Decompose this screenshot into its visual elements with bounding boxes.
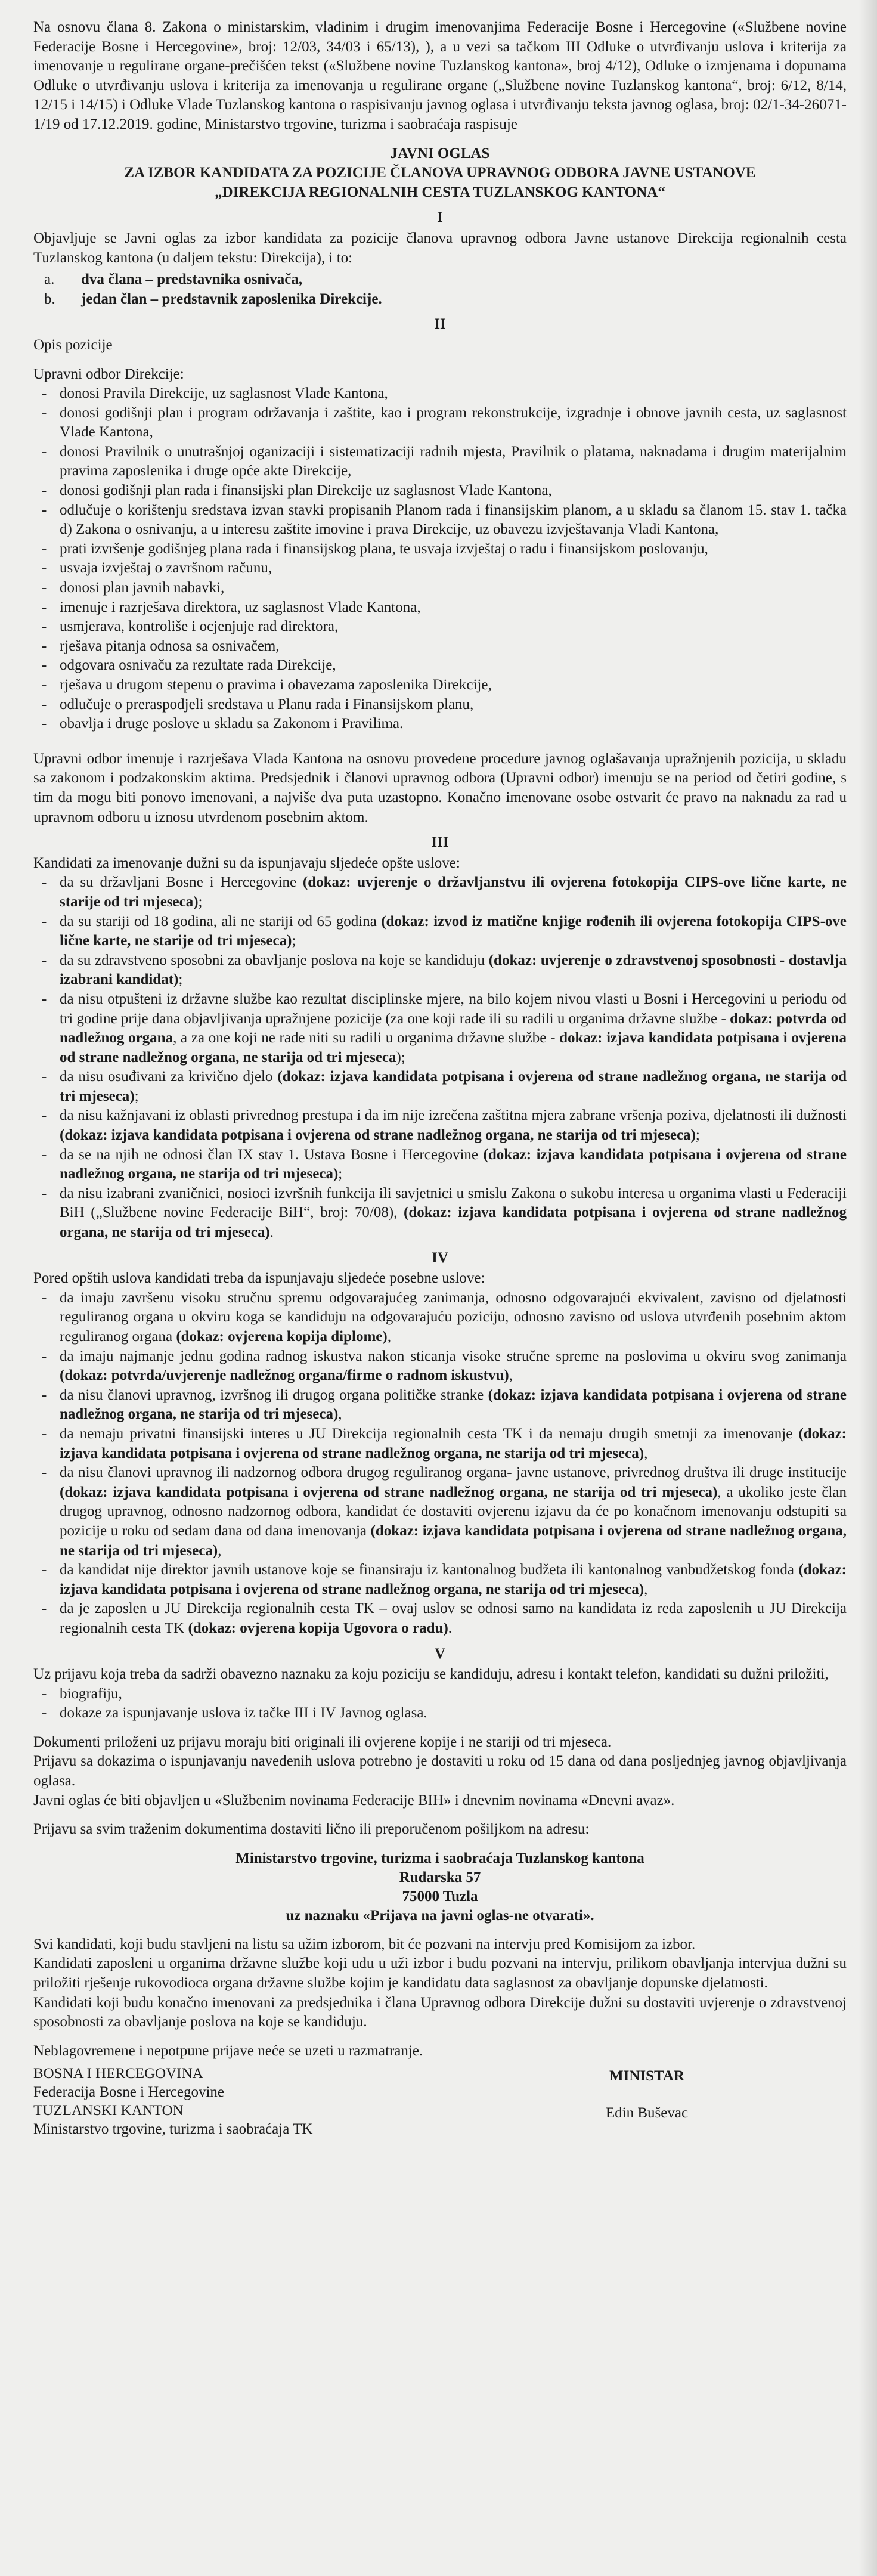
list-item: - dokaze za ispunjavanje uslova iz tačke III i IV Javnog oglasa.	[33, 1704, 847, 1723]
condition-item: - da imaju najmanje jednu godina radnog iskustva nakon sticanja visoke stručne spreme na poslovima u okviru svog zanimanja (dokaz: potvrda/uvjerenje nadležnog organa/firme o radnom iskustvu),	[33, 1347, 847, 1386]
list-item: - donosi godišnji plan rada i finansijski plan Direkcije uz saglasnost Vlade Kantona,	[33, 481, 847, 501]
public-notice	[33, 18, 847, 2160]
section-4-number: IV	[432, 1249, 448, 1266]
address-line: uz naznaku «Prijava na javni oglas-ne otvarati».	[286, 1907, 594, 1924]
condition-item: - da je zaposlen u JU Direkcija regionalnih cesta TK – ovaj uslov se odnosi samo na kandidata iz reda zaposlenih u JU Direkcija regionalnih cesta TK (dokaz: ovjerena kopija Ugovora o radu).	[33, 1599, 847, 1638]
submission-note: Prijavu sa svim traženim dokumentima dostaviti lično ili preporučenom pošiljkom na adresu:	[33, 1821, 590, 1838]
intro-paragraph: Na osnovu člana 8. Zakona o ministarskim, vladinim i drugim imenovanjima Federacije Bosne i Hercegovine («Službene novine Federacije Bosne i Hercegovine», broj: 12/03, 34/03 i 65/13), ), a u vezi sa tačkom III Odluke o utvrđivanju uslova i kriterija za imenovanje u regulirane organe-prečišćen tekst («Službene novine Tuzlanskog kantona», broj 4/12), Odluke o izmjenama i dopunama Odluke o utvrđivanju uslova i kriterija za imenovanja u regulirane organe („Službene novine Tuzlanskog kantona“, broj: 6/12, 8/14, 12/15 i 14/15) i Odluke Vlade Tuzlanskog kantona o raspisivanju javnog oglasa i utvrđivanju teksta javnog oglasa, broj: 02/1-34-26071-1/19 od 17.12.2019. godine, Ministarstvo trgovine, turizma i saobraćaja raspisuje	[33, 19, 847, 132]
section-5-list	[33, 1685, 847, 1723]
publication-note: Javni oglas će biti objavljen u «Službenim novinama Federacije BIH» i dnevnim novinama «Dnevni avaz».	[33, 1792, 675, 1809]
list-item: - usvaja izvještaj o završnom računu,	[33, 559, 847, 578]
list-item: a. dva člana – predstavnika osnivača,	[44, 271, 303, 288]
scan-edge	[859, 0, 877, 2576]
list-item: - odlučuje o preraspodjeli sredstava u Planu rada i Finansijskom planu,	[33, 695, 847, 715]
section-2-closing: Upravni odbor imenuje i razrješava Vlada Kantona na osnovu provedene procedure javnog oglašavanja upražnjenih pozicija, u skladu sa zakonom i podzakonskim aktima. Predsjednik i članovi upravnog odbora (Upravni odbor) imenuju se na period od četiri godine, s tim da mogu biti ponovo imenovani, a najviše dva puta uzastopno. Konačno imenovane osobe ostvarit će pravo na naknadu za rad u upravnom odboru u iznosu utvrđenom posebnim aktom.	[33, 750, 847, 825]
list-item: - odlučuje o korištenju sredstava izvan stavki propisanih Planom rada i finansijskim planom, a u skladu sa članom 15. stav 1. tačka d) Zakona o osnivanju, a u interesu zaštite imovine i prava Direkcije, uz obavezu izvještavanja Vladi Kantona,	[33, 501, 847, 540]
list-item: - odgovara osnivaču za rezultate rada Direkcije,	[33, 656, 847, 676]
list-item: - donosi Pravilnik o unutrašnjoj oganizaciji i sistematizaciji radnih mjesta, Pravilnik o platama, naknadama i drugim materijalnim pravima zaposlenika i druge opće akte Direkcije,	[33, 442, 847, 481]
section-4-list	[33, 1289, 847, 1639]
condition-item: - da nemaju privatni finansijski interes u JU Direkcija regionalnih cesta TK i da nemaju drugih smetnji za imenovanje (dokaz: izjava kandidata potpisana i ovjerena od strane nadležnog organa, ne starija od tri mjeseca),	[33, 1425, 847, 1463]
issuer-line: BOSNA I HERCEGOVINA	[33, 2066, 203, 2082]
list-item: - donosi godišnji plan i program održavanja i zaštite, kao i program rekonstrukcije, izgradnje i obnove javnih cesta, uz saglasnost Vlade Kantona,	[33, 404, 847, 442]
section-1-list	[33, 270, 847, 309]
condition-item: - da su državljani Bosne i Hercegovine (dokaz: uvjerenje o državljanstvu ili ovjerena fotokopija CIPS-ove lične karte, ne starije od tri mjeseca);	[33, 873, 847, 912]
condition-item: - da su stariji od 18 godina, ali ne stariji od 65 godina (dokaz: izvod iz matične knjige rođenih ili ovjerena fotokopija CIPS-ove lične karte, ne starije od tri mjeseca);	[33, 912, 847, 951]
address-line: Ministarstvo trgovine, turizma i saobraćaja Tuzlanskog kantona	[235, 1850, 644, 1866]
minister-block	[596, 2067, 698, 2122]
minister-title: MINISTAR	[609, 2068, 684, 2085]
list-item: - rješava u drugom stepenu o pravima i obavezama zaposlenika Direkcije,	[33, 676, 847, 695]
deadline-note: Prijavu sa dokazima o ispunjavanju navedenih uslova potrebno je dostaviti u roku od 15 dana od dana posljednjeg javnog objavljivanja oglasa.	[33, 1753, 847, 1789]
section-3-lead: Kandidati za imenovanje dužni su da ispunjavaju sljedeće opšte uslove:	[33, 854, 460, 871]
section-2-number: II	[434, 316, 446, 333]
section-5-lead: Uz prijavu koja treba da sadrži obavezno naznaku za koju poziciju se kandiduju, adresu i kontakt telefon, kandidati su dužni priložiti,	[33, 1666, 829, 1683]
list-item: - obavlja i druge poslove u skladu sa Zakonom i Pravilima.	[33, 714, 847, 734]
condition-item: - da nisu članovi upravnog ili nadzornog odbora drugog reguliranog organa- javne ustanove, privrednog društva ili druge institucije (dokaz: izjava kandidata potpisana i ovjerena od strane nadležnog organa, ne starija od tri mjeseca), a ukoliko jeste član drugog upravnog, odnosno nadzornog odbora, kandidat će dostaviti ovjerenu izjavu da će po konačnom imenovanju odstupiti sa pozicije u roku od sedam dana od dana imenovanja (dokaz: izjava kandidata potpisana i ovjerena od strane nadležnog organa, ne starija od tri mjeseca),	[33, 1463, 847, 1561]
address-line: Rudarska 57	[399, 1869, 481, 1885]
list-item: - rješava pitanja odnosa sa osnivačem,	[33, 637, 847, 657]
issuer-block	[33, 2064, 312, 2138]
list-item: - imenuje i razrješava direktora, uz saglasnost Vlade Kantona,	[33, 598, 847, 618]
section-5-number: V	[434, 1645, 446, 1662]
condition-item: - da nisu otpušteni iz državne službe kao rezultat disciplinske mjere, na bilo kojem nivou vlasti u Bosni i Hercegovini u periodu od tri godine prije dana objavljivanja upražnjene pozicije (za one koji rade ili su radili u organima državne službe - dokaz: potvrda od nadležnog organa, a za one koji ne rade niti su radili u organima državne službe - dokaz: izjava kandidata potpisana i ovjerena od strane nadležnog organa, ne starija od tri mjeseca);	[33, 990, 847, 1067]
section-4-lead: Pored opštih uslova kandidati treba da ispunjavaju sljedeće posebne uslove:	[33, 1270, 485, 1287]
list-item: - donosi plan javnih nabavki,	[33, 578, 847, 598]
issuer-line: TUZLANSKI KANTON	[33, 2103, 184, 2119]
condition-item: - da nisu članovi upravnog, izvršnog ili drugog organa političke stranke (dokaz: izjava kandidata potpisana i ovjerena od strane nadležnog organa, ne starija od tri mjeseca),	[33, 1386, 847, 1425]
list-item: - biografiju,	[33, 1685, 847, 1704]
section-2-heading: Opis pozicije	[33, 336, 113, 353]
section-3-list	[33, 873, 847, 1242]
section-2-list	[33, 384, 847, 734]
condition-item: - da se na njih ne odnosi član IX stav 1. Ustava Bosne i Hercegovine (dokaz: izjava kandidata potpisana i ovjerena od strane nadležnog organa, ne starija od tri mjeseca);	[33, 1145, 847, 1184]
list-item: - usmjerava, kontroliše i ocjenjuje rad direktora,	[33, 617, 847, 637]
minister-name: Edin Buševac	[605, 2105, 689, 2122]
list-item: - donosi Pravila Direkcije, uz saglasnost Vlade Kantona,	[33, 384, 847, 404]
signature-block	[33, 2064, 847, 2160]
notice-title: JAVNI OGLAS	[390, 145, 490, 162]
condition-item: - da nisu izabrani zvaničnici, nosioci izvršnih funkcija ili savjetnici u smislu Zakona o sukobu interesa u organima vlasti u Federaciji BiH („Službene novine Federacije BiH“, broj: 70/08), (dokaz: izjava kandidata potpisana i ovjerena od strane nadležnog organa, ne starija od tri mjeseca).	[33, 1184, 847, 1243]
section-2-lead: Upravni odbor Direkcije:	[33, 366, 184, 382]
condition-item: - da nisu kažnjavani iz oblasti privrednog prestupa i da im nije izrečena zaštitna mjera zabrane vršenja poziva, djelatnosti ili dužnosti (dokaz: izjava kandidata potpisana i ovjerena od strane nadležnog organa, ne starija od tri mjeseca);	[33, 1106, 847, 1145]
notice-institution: „DIREKCIJA REGIONALNIH CESTA TUZLANSKOG KANTONA“	[215, 184, 665, 200]
address-block	[33, 1849, 847, 1925]
address-line: 75000 Tuzla	[402, 1888, 478, 1905]
list-item: - prati izvršenje godišnjeg plana rada i finansijskog plana, te usvaja izvještaj o radu i finansijskom poslovanju,	[33, 540, 847, 559]
issuer-line: Ministarstvo trgovine, turizma i saobraćaja TK	[33, 2121, 313, 2138]
incomplete-applications-note: Neblagovremene i nepotpune prijave neće se uzeti u razmatranje.	[33, 2042, 423, 2059]
documents-note: Dokumenti priloženi uz prijavu moraju biti originali ili ovjerene kopije i ne stariji od tri mjeseca.	[33, 1733, 612, 1750]
condition-item: - da su zdravstveno sposobni za obavljanje poslova na koje se kandiduju (dokaz: uvjerenje o zdravstvenoj sposobnosti - dostavlja izabrani kandidat);	[33, 951, 847, 990]
health-certificate-note: Kandidati koji budu konačno imenovani za predsjednika i člana Upravnog odbora Direkcije dužni su dostaviti uvjerenje o zdravstvenoj sposobnosti za obavljanje poslova na koje se kandiduju.	[33, 1994, 847, 2030]
section-3-number: III	[431, 834, 449, 851]
issuer-line: Federacija Bosne i Hercegovine	[33, 2084, 225, 2101]
section-1-number: I	[437, 209, 443, 226]
condition-item: - da nisu osuđivani za krivično djelo (dokaz: izjava kandidata potpisana i ovjerena od strane nadležnog organa, ne starija od tri mjeseca);	[33, 1067, 847, 1106]
employee-candidates-note: Kandidati zaposleni u organima državne službe koji udu u uži izbor i budu pozvani na intervju, prilikom obavljanja intervjua dužni su priložiti rješenje rukovodioca organa državne službe kojim je kandidatu data saglasnost za obavljanje dopunske djelatnosti.	[33, 1955, 847, 1992]
interview-note: Svi kandidati, koji budu stavljeni na listu sa užim izborom, bit će pozvani na intervju pred Komisijom za izbor.	[33, 1936, 696, 1952]
condition-item: - da kandidat nije direktor javnih ustanove koje se finansiraju iz kantonalnog budžeta ili kantonalnog vanbudžetskog fonda (dokaz: izjava kandidata potpisana i ovjerena od strane nadležnog organa, ne starija od tri mjeseca),	[33, 1561, 847, 1599]
condition-item: - da imaju završenu visoku stručnu spremu odgovarajućeg zanimanja, odnosno odgovarajući ekvivalent, zavisno od djelatnosti reguliranog organa u okviru koga se kandiduju na odgovarajuću poziciju, odnosno zavisno od uslova utvrđenih posebnim aktom reguliranog organa (dokaz: ovjerena kopija diplome),	[33, 1289, 847, 1347]
notice-subtitle: ZA IZBOR KANDIDATA ZA POZICIJE ČLANOVA UPRAVNOG ODBORA JAVNE USTANOVE	[124, 165, 756, 181]
section-1-text: Objavljuje se Javni oglas za izbor kandidata za pozicije članova upravnog odbora Javne ustanove Direkcija regionalnih cesta Tuzlanskog kantona (u daljem tekstu: Direkcija), i to:	[33, 230, 847, 266]
list-item: b. jedan član – predstavnik zaposlenika Direkcije.	[44, 290, 382, 307]
